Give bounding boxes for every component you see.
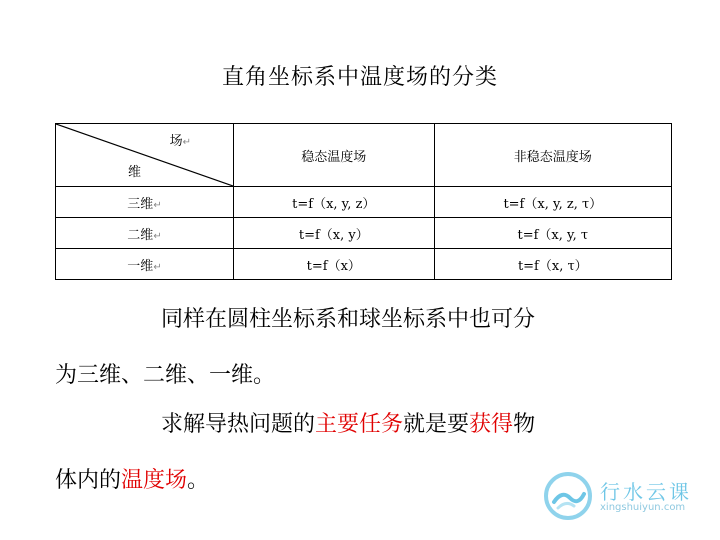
table-row — [56, 218, 672, 249]
emphasis-temperature-field: 温度场 — [121, 468, 188, 493]
emphasis-main-task: 主要任务 — [315, 412, 404, 437]
table-header-row — [56, 124, 672, 187]
paragraph-coordinate-systems: 同样在圆柱坐标系和球坐标系中也可分 为三维、二维、一维。 — [55, 307, 536, 388]
row-label: 二维↵ — [56, 218, 234, 249]
steady-formula: t=f（x, y） — [234, 218, 435, 249]
unsteady-formula: t=f（x, τ） — [434, 249, 671, 280]
unsteady-formula: t=f（x, y, τ — [434, 218, 671, 249]
corner-label-dimension: 维 — [128, 165, 142, 180]
steady-formula: t=f（x, y, z） — [234, 187, 435, 218]
classification-table — [55, 123, 672, 280]
steady-formula: t=f（x） — [234, 249, 435, 280]
column-header-unsteady: 非稳态温度场 — [434, 124, 671, 187]
diagonal-line — [56, 124, 233, 186]
watermark-logo — [540, 468, 710, 524]
logo-url: xingshuiyun.com — [600, 502, 686, 513]
emphasis-obtain: 获得 — [469, 412, 514, 437]
row-label: 一维↵ — [56, 249, 234, 280]
logo-name: 行水云课 — [600, 480, 692, 504]
table-row — [56, 187, 672, 218]
row-label: 三维↵ — [56, 187, 234, 218]
diagonal-header-cell — [56, 124, 234, 187]
page-title: 直角坐标系中温度场的分类 — [221, 65, 498, 90]
corner-label-field: 场↵ — [169, 134, 191, 149]
paragraph-main-task: 求解导热问题的主要任务就是要获得物 体内的温度场。 — [55, 412, 536, 493]
wave-logo-icon — [540, 468, 596, 524]
column-header-steady: 稳态温度场 — [234, 124, 435, 187]
table-row — [56, 249, 672, 280]
unsteady-formula: t=f（x, y, z, τ） — [434, 187, 671, 218]
